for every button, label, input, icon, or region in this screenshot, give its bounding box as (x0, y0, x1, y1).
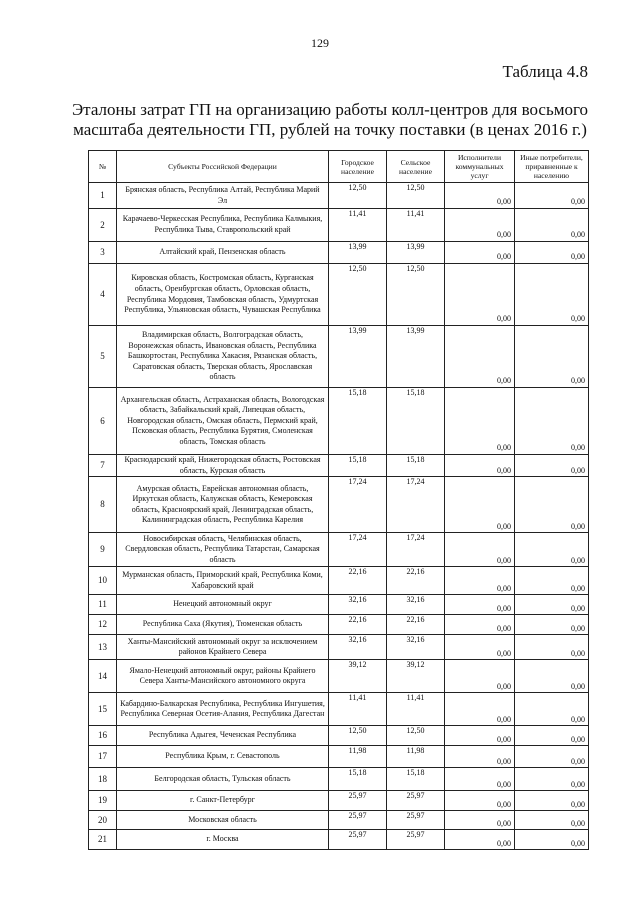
row-utilities-cost: 0,00 (445, 830, 515, 850)
row-rural-cost: 11,41 (387, 693, 445, 726)
row-number: 5 (89, 326, 117, 388)
row-others-cost: 0,00 (515, 183, 589, 209)
row-rural-cost: 22,16 (387, 567, 445, 595)
header-utilities: Исполнители коммунальных услуг (445, 151, 515, 183)
row-number: 12 (89, 615, 117, 635)
row-subject: Белгородская область, Тульская область (117, 768, 329, 791)
row-utilities-cost: 0,00 (445, 209, 515, 242)
row-others-cost: 0,00 (515, 567, 589, 595)
row-urban-cost: 22,16 (329, 615, 387, 635)
row-others-cost: 0,00 (515, 326, 589, 388)
row-number: 2 (89, 209, 117, 242)
row-others-cost: 0,00 (515, 242, 589, 264)
row-subject: Мурманская область, Приморский край, Республика Коми, Хабаровский край (117, 567, 329, 595)
row-number: 9 (89, 533, 117, 567)
row-urban-cost: 12,50 (329, 264, 387, 326)
row-rural-cost: 25,97 (387, 830, 445, 850)
row-number: 13 (89, 635, 117, 660)
table-row (89, 693, 589, 726)
row-utilities-cost: 0,00 (445, 726, 515, 746)
row-others-cost: 0,00 (515, 388, 589, 455)
row-utilities-cost: 0,00 (445, 455, 515, 477)
row-others-cost: 0,00 (515, 791, 589, 811)
row-urban-cost: 17,24 (329, 533, 387, 567)
row-utilities-cost: 0,00 (445, 768, 515, 791)
row-subject: Брянская область, Республика Алтай, Республика Марий Эл (117, 183, 329, 209)
row-others-cost: 0,00 (515, 746, 589, 768)
row-utilities-cost: 0,00 (445, 615, 515, 635)
header-others: Иные потребители, приравненные к населению (515, 151, 589, 183)
row-urban-cost: 11,41 (329, 209, 387, 242)
row-number: 17 (89, 746, 117, 768)
table-header-row (89, 151, 589, 183)
row-number: 10 (89, 567, 117, 595)
row-rural-cost: 15,18 (387, 388, 445, 455)
table-row (89, 567, 589, 595)
row-subject: Ханты-Мансийский автономный округ за исключением районов Крайнего Севера (117, 635, 329, 660)
table-row (89, 388, 589, 455)
table-row (89, 264, 589, 326)
row-utilities-cost: 0,00 (445, 811, 515, 830)
table-row (89, 635, 589, 660)
table-body (89, 183, 589, 850)
row-subject: Республика Крым, г. Севастополь (117, 746, 329, 768)
row-number: 11 (89, 595, 117, 615)
row-utilities-cost: 0,00 (445, 533, 515, 567)
row-utilities-cost: 0,00 (445, 635, 515, 660)
header-num: № (89, 151, 117, 183)
row-subject: Новосибирская область, Челябинская область, Свердловская область, Республика Татарстан, Самарская область (117, 533, 329, 567)
row-rural-cost: 12,50 (387, 264, 445, 326)
row-rural-cost: 25,97 (387, 791, 445, 811)
table-row (89, 768, 589, 791)
row-rural-cost: 15,18 (387, 455, 445, 477)
table-row (89, 326, 589, 388)
row-number: 1 (89, 183, 117, 209)
row-urban-cost: 13,99 (329, 326, 387, 388)
row-number: 20 (89, 811, 117, 830)
row-others-cost: 0,00 (515, 660, 589, 693)
row-utilities-cost: 0,00 (445, 693, 515, 726)
row-utilities-cost: 0,00 (445, 595, 515, 615)
row-others-cost: 0,00 (515, 595, 589, 615)
table-row (89, 477, 589, 533)
row-utilities-cost: 0,00 (445, 326, 515, 388)
row-rural-cost: 39,12 (387, 660, 445, 693)
row-rural-cost: 25,97 (387, 811, 445, 830)
row-others-cost: 0,00 (515, 477, 589, 533)
row-urban-cost: 11,98 (329, 746, 387, 768)
row-subject: Алтайский край, Пензенская область (117, 242, 329, 264)
row-urban-cost: 25,97 (329, 811, 387, 830)
row-rural-cost: 11,41 (387, 209, 445, 242)
row-urban-cost: 15,18 (329, 388, 387, 455)
table-row (89, 595, 589, 615)
row-subject: Кировская область, Костромская область, Курганская область, Оренбургская область, Орловская область, Республика Мордовия, Тамбовская область, Удмуртская Республика, Ульяновская область, Чувашская Республика (117, 264, 329, 326)
row-urban-cost: 15,18 (329, 768, 387, 791)
row-subject: Ненецкий автономный округ (117, 595, 329, 615)
row-others-cost: 0,00 (515, 455, 589, 477)
table-row (89, 615, 589, 635)
row-rural-cost: 12,50 (387, 183, 445, 209)
row-utilities-cost: 0,00 (445, 264, 515, 326)
table-row (89, 183, 589, 209)
row-number: 16 (89, 726, 117, 746)
page-title: Эталоны затрат ГП на организацию работы колл-центров для восьмого масштаба деятельности ГП, рублей на точку поставки (в ценах 2016 г.) (71, 100, 589, 139)
table-row (89, 811, 589, 830)
header-subject: Субъекты Российской Федерации (117, 151, 329, 183)
row-subject: Московская область (117, 811, 329, 830)
row-utilities-cost: 0,00 (445, 791, 515, 811)
row-others-cost: 0,00 (515, 768, 589, 791)
row-urban-cost: 11,41 (329, 693, 387, 726)
row-subject: Амурская область, Еврейская автономная область, Иркутская область, Калужская область, Кемеровская область, Красноярский край, Ленинградская область, Калининградская область, Республика Карелия (117, 477, 329, 533)
row-number: 6 (89, 388, 117, 455)
page-number: 129 (311, 36, 329, 50)
row-others-cost: 0,00 (515, 615, 589, 635)
row-rural-cost: 11,98 (387, 746, 445, 768)
row-subject: г. Санкт-Петербург (117, 791, 329, 811)
table-row (89, 209, 589, 242)
row-urban-cost: 32,16 (329, 635, 387, 660)
row-rural-cost: 32,16 (387, 595, 445, 615)
row-utilities-cost: 0,00 (445, 477, 515, 533)
row-urban-cost: 15,18 (329, 455, 387, 477)
row-number: 15 (89, 693, 117, 726)
row-subject: Краснодарский край, Нижегородская область, Ростовская область, Курская область (117, 455, 329, 477)
row-urban-cost: 32,16 (329, 595, 387, 615)
row-urban-cost: 25,97 (329, 830, 387, 850)
row-number: 19 (89, 791, 117, 811)
row-utilities-cost: 0,00 (445, 660, 515, 693)
row-subject: Карачаево-Черкесская Республика, Республика Калмыкия, Республика Тыва, Ставропольский край (117, 209, 329, 242)
row-rural-cost: 12,50 (387, 726, 445, 746)
row-subject: Ямало-Ненецкий автономный округ, районы Крайнего Севера Ханты-Мансийского автономного округа (117, 660, 329, 693)
row-urban-cost: 13,99 (329, 242, 387, 264)
row-utilities-cost: 0,00 (445, 183, 515, 209)
row-utilities-cost: 0,00 (445, 388, 515, 455)
row-others-cost: 0,00 (515, 635, 589, 660)
row-rural-cost: 17,24 (387, 533, 445, 567)
row-others-cost: 0,00 (515, 830, 589, 850)
table-row (89, 455, 589, 477)
table-row (89, 660, 589, 693)
row-others-cost: 0,00 (515, 209, 589, 242)
row-others-cost: 0,00 (515, 726, 589, 746)
row-urban-cost: 39,12 (329, 660, 387, 693)
row-subject: Кабардино-Балкарская Республика, Республика Ингушетия, Республика Северная Осетия-Алания, Республика Дагестан (117, 693, 329, 726)
row-rural-cost: 32,16 (387, 635, 445, 660)
table-row (89, 746, 589, 768)
row-urban-cost: 12,50 (329, 183, 387, 209)
row-others-cost: 0,00 (515, 811, 589, 830)
cost-table (88, 150, 589, 850)
row-number: 7 (89, 455, 117, 477)
row-subject: Республика Адыгея, Чеченская Республика (117, 726, 329, 746)
row-others-cost: 0,00 (515, 693, 589, 726)
row-number: 18 (89, 768, 117, 791)
row-others-cost: 0,00 (515, 264, 589, 326)
row-utilities-cost: 0,00 (445, 567, 515, 595)
row-rural-cost: 15,18 (387, 768, 445, 791)
row-rural-cost: 22,16 (387, 615, 445, 635)
row-number: 4 (89, 264, 117, 326)
row-urban-cost: 17,24 (329, 477, 387, 533)
row-urban-cost: 12,50 (329, 726, 387, 746)
row-utilities-cost: 0,00 (445, 746, 515, 768)
row-number: 8 (89, 477, 117, 533)
table-label: Таблица 4.8 (502, 62, 588, 81)
row-number: 21 (89, 830, 117, 850)
table-row (89, 533, 589, 567)
row-others-cost: 0,00 (515, 533, 589, 567)
row-urban-cost: 25,97 (329, 791, 387, 811)
row-number: 14 (89, 660, 117, 693)
row-rural-cost: 13,99 (387, 242, 445, 264)
row-subject: Владимирская область, Волгоградская область, Воронежская область, Ивановская область, Республика Башкортостан, Республика Хакасия, Рязанская область, Саратовская область, Тверская область, Ярославская область (117, 326, 329, 388)
table-row (89, 242, 589, 264)
row-number: 3 (89, 242, 117, 264)
row-utilities-cost: 0,00 (445, 242, 515, 264)
header-rural: Сельское население (387, 151, 445, 183)
row-subject: г. Москва (117, 830, 329, 850)
row-rural-cost: 17,24 (387, 477, 445, 533)
table-row (89, 726, 589, 746)
header-urban: Городское население (329, 151, 387, 183)
row-rural-cost: 13,99 (387, 326, 445, 388)
row-subject: Республика Саха (Якутия), Тюменская область (117, 615, 329, 635)
table-row (89, 791, 589, 811)
table-row (89, 830, 589, 850)
row-urban-cost: 22,16 (329, 567, 387, 595)
row-subject: Архангельская область, Астраханская область, Вологодская область, Забайкальский край, Липецкая область, Новгородская область, Омская область, Пермский край, Псковская область, Республика Бурятия, Смоленская область, Томская область (117, 388, 329, 455)
